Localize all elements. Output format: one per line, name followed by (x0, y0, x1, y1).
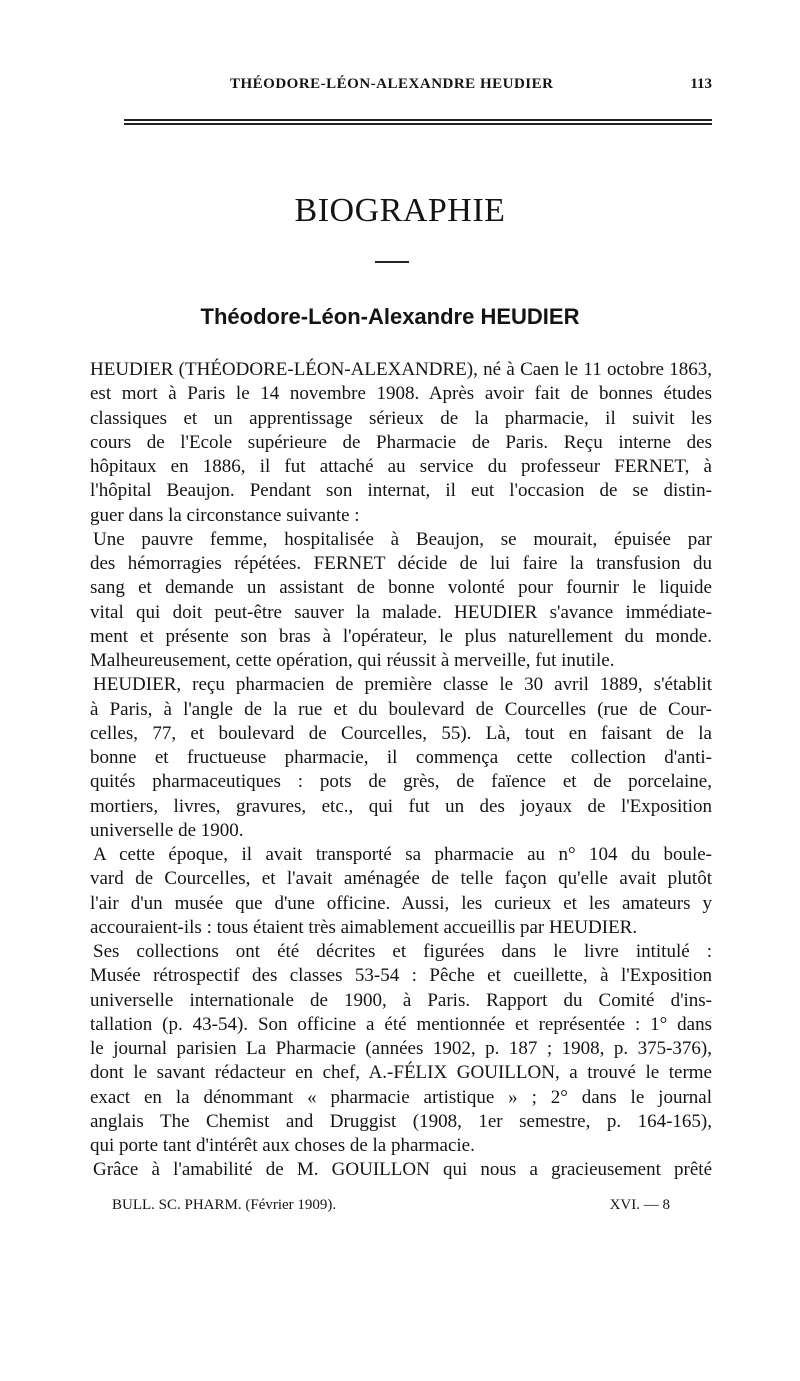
text-line: Ses collections ont été décrites et figurées dans le livre intitulé : (93, 941, 712, 962)
text-line: dont le savant rédacteur en chef, A.-FÉLIX GOUILLON, a trouvé le terme (90, 1062, 712, 1084)
text-line: le journal parisien La Pharmacie (années 1902, p. 187 ; 1908, p. 375-376), (90, 1038, 712, 1059)
running-header (124, 76, 712, 100)
text-line: classiques et un apprentissage sérieux de la pharmacie, il suivit les (90, 407, 712, 429)
text-line: sang et demande un assistant de bonne volonté pour fournir le liquide (90, 577, 712, 599)
text-line: l'air d'un musée que d'une officine. Aussi, les curieux et les amateurs y (90, 892, 712, 914)
text-line: mortiers, livres, gravures, etc., qui fut un des joyaux de l'Exposition (90, 795, 712, 817)
text-line: A cette époque, il avait transporté sa pharmacie au n° 104 du boule- (93, 844, 712, 865)
text-line: quités pharmaceutiques : pots de grès, de faïence et de porcelaine, (90, 771, 712, 793)
section-title: BIOGRAPHIE (294, 192, 506, 229)
text-line: est mort à Paris le 14 novembre 1908. Après avoir fait de bonnes études (90, 383, 712, 405)
text-line: Musée rétrospectif des classes 53-54 : Pêche et cueillette, à l'Exposition (90, 965, 712, 987)
running-title: THÉODORE-LÉON-ALEXANDRE HEUDIER (230, 76, 554, 92)
text-line: vard de Courcelles, et l'avait aménagée de telle façon qu'elle avait plutôt (90, 868, 712, 890)
text-line: celles, 77, et boulevard de Courcelles, 55). Là, tout en faisant de la (90, 722, 712, 744)
page-number: 113 (690, 76, 712, 92)
footer-signature: XVI. — 8 (609, 1197, 670, 1213)
footer-citation: BULL. SC. PHARM. (Février 1909). (112, 1197, 337, 1213)
text-line: accouraient-ils : tous étaient très aimablement accueillis par HEUDIER. (90, 916, 638, 938)
text-line: bonne et fructueuse pharmacie, il commença cette collection d'anti- (90, 747, 712, 768)
text-line: anglais The Chemist and Druggist (1908, 1er semestre, p. 164-165), (90, 1110, 712, 1132)
text-line: universelle internationale de 1900, à Paris. Rapport du Comité d'ins- (90, 989, 712, 1011)
text-line: qui porte tant d'intérêt aux choses de la pharmacie. (90, 1135, 475, 1156)
text-line: à Paris, à l'angle de la rue et du boulevard de Courcelles (rue de Cour- (90, 698, 712, 720)
text-line: tallation (p. 43-54). Son officine a été mentionnée et représentée : 1° dans (90, 1013, 712, 1035)
person-title: Théodore-Léon-Alexandre HEUDIER (200, 304, 580, 329)
biography-text (90, 358, 712, 1183)
text-line: HEUDIER, reçu pharmacien de première classe le 30 avril 1889, s'établit (93, 674, 712, 696)
text-line: cours de l'Ecole supérieure de Pharmacie de Paris. Reçu interne des (90, 431, 712, 453)
text-line: Une pauvre femme, hospitalisée à Beaujon, se mourait, épuisée par (93, 528, 712, 550)
text-line: HEUDIER (THÉODORE-LÉON-ALEXANDRE), né à Caen le 11 octobre 1863, (90, 359, 712, 380)
text-line: l'hôpital Beaujon. Pendant son internat, il eut l'occasion de se distin- (90, 480, 712, 502)
text-line: guer dans la circonstance suivante : (90, 504, 360, 526)
text-line: des hémorragies répétées. FERNET décide de lui faire la transfusion du (90, 553, 712, 574)
title-divider (375, 261, 409, 263)
text-line: ment et présente son bras à l'opérateur, le plus naturellement du monde. (90, 625, 712, 647)
text-line: vital qui doit peut-être sauver la malade. HEUDIER s'avance immédiate- (90, 601, 712, 623)
page-footer (112, 1197, 670, 1219)
text-line: exact en la dénommant « pharmacie artistique » ; 2° dans le journal (90, 1086, 712, 1108)
text-line: Malheureusement, cette opération, qui réussit à merveille, fut inutile. (90, 650, 615, 671)
text-line: Grâce à l'amabilité de M. GOUILLON qui nous a gracieusement prêté (93, 1159, 712, 1181)
header-double-rule (124, 119, 712, 125)
text-line: universelle de 1900. (90, 819, 244, 841)
text-line: hôpitaux en 1886, il fut attaché au service du professeur FERNET, à (90, 456, 712, 477)
